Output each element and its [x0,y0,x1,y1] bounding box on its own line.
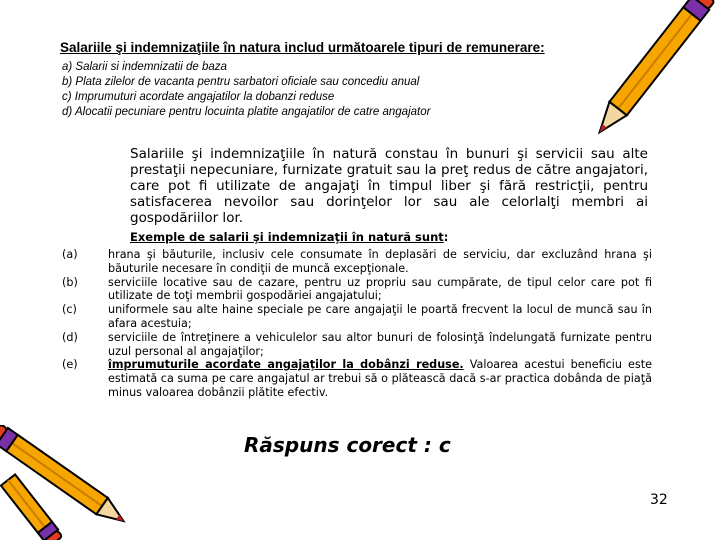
pencil-icon [0,440,80,540]
option-c: c) Imprumuturi acordate angajatilor la dobanzi reduse [62,91,335,103]
example-item [62,248,652,276]
example-item [62,303,652,331]
examples-heading-suffix: : [443,230,449,244]
example-label: (a) [62,248,78,261]
example-label: (c) [62,303,77,317]
example-text: serviciile locative sau de cazare, pentru uz propriu sau cumpărate, de tipul celor care pot fi utilizate de toţi membrii gospodăriei angajatului; [108,275,652,303]
example-label: (d) [62,330,78,344]
example-text: hrana şi băuturile, inclusiv cele consumate în deplasări de serviciu, dar excluzând hrana şi băuturile necesare în condiţii de muncă excepţionale. [108,248,652,275]
option-a: a) Salarii si indemnizatii de baza [62,61,227,73]
example-bold-text: împrumuturile acordate angajaţilor la dobânzi reduse. [108,358,464,372]
question-title: Salariile şi indemnizaţiile în natura includ următoarele tipuri de remunerare: [60,40,545,55]
example-item [62,358,652,399]
example-item [62,276,652,304]
example-label: (b) [62,275,78,289]
example-item [62,331,652,359]
example-text: serviciile de întreţinere a vehiculelor sau altor bunuri de folosinţă îndelungată furnizate pentru uzul personal al angajaţilor; [108,330,652,358]
example-label: (e) [62,358,78,372]
option-d: d) Alocatii pecuniare pentru locuinta platite angajatilor de catre angajator [62,106,431,118]
example-text: Valoarea acestui beneficiu este estimată ca suma pe care angajatul ar trebui să o plătească dacă s-ar practica dobânda de piaţă minus valoarea dobânzii plătite efectiv. [108,358,652,399]
examples-heading [130,230,448,244]
options-list [62,60,582,120]
examples-list [62,248,652,400]
option-b: b) Plata zilelor de vacanta pentru sarbatori oficiale sau concediu anual [62,76,420,88]
example-text: uniformele sau alte haine speciale pe care angajaţii le poartă frecvent la locul de muncă sau în afara acestuia; [108,303,652,330]
correct-answer: Răspuns corect : c [244,433,451,457]
definition-paragraph: Salariile şi indemnizaţiile în natură constau în bunuri şi servicii sau alte prestaţii nepecuniare, furnizate gratuit sau la preţ redus de către angajatori, care pot fi utilizate de angajaţi în timpul liber şi fără restricţii, pentru satisfacerea nevoilor sau dorinţelor lor sau ale celorlalţi membri ai gospodăriilor lor. [130,146,648,226]
page-number: 32 [650,492,668,508]
examples-heading-text: Exemple de salarii şi indemnizaţii în natură sunt [130,230,444,244]
pencil-icon [560,0,720,150]
